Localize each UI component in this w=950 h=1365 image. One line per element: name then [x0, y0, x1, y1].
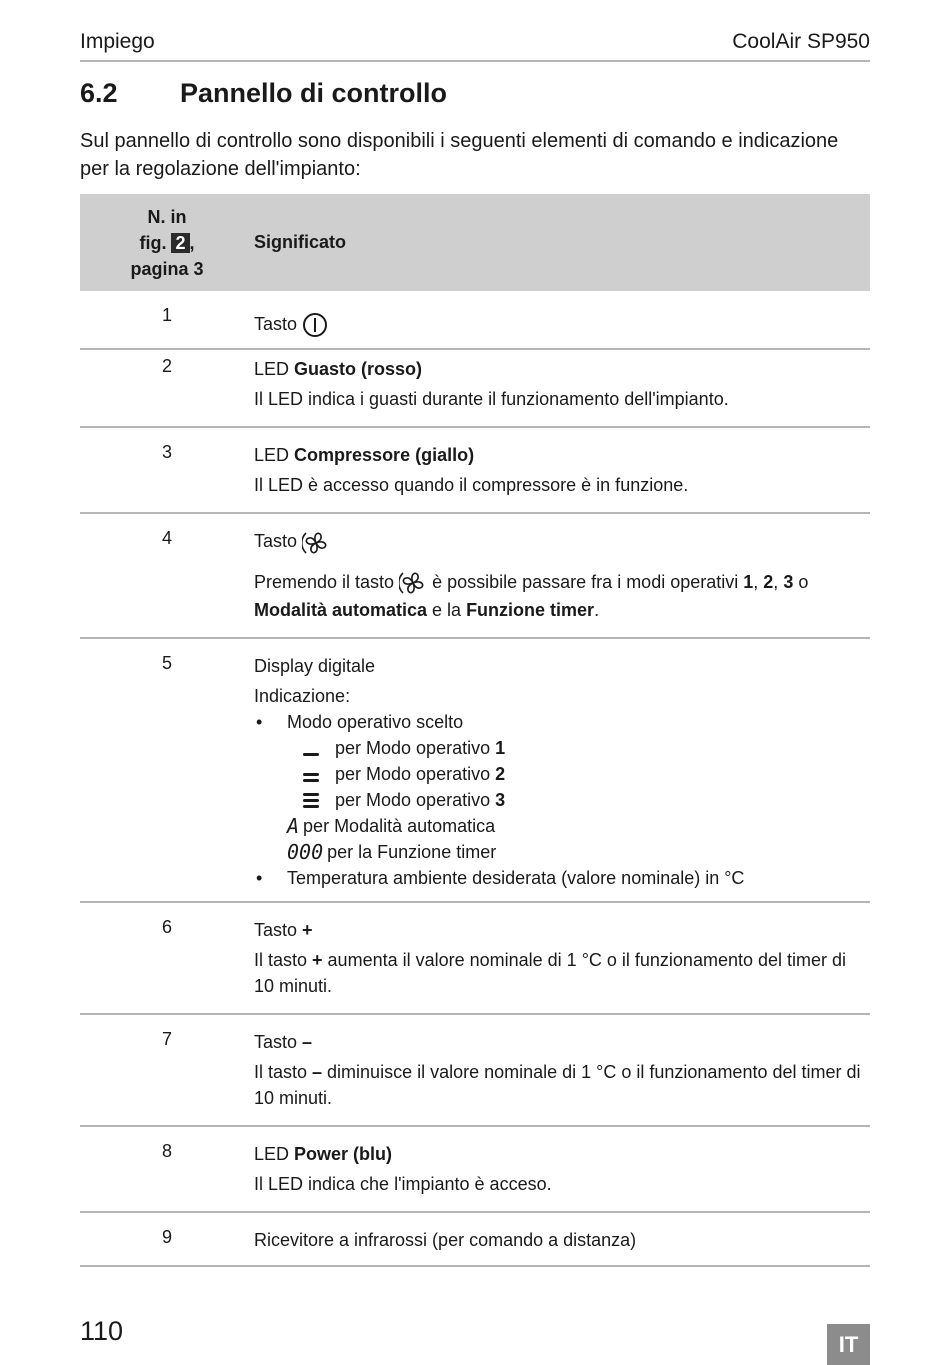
row-title [254, 1141, 870, 1167]
header-chapter: Impiego [80, 30, 155, 53]
col1-comma: , [189, 232, 195, 253]
minus-symbol: – [302, 1031, 313, 1052]
mode-label: per Modo operativo [335, 789, 491, 810]
row-title [254, 1029, 870, 1055]
row-text: Tasto [254, 919, 303, 940]
list-item [287, 839, 870, 865]
control-panel-table [80, 194, 870, 1267]
col-header-number [80, 194, 254, 291]
fan-icon [302, 529, 330, 557]
row-desc [254, 947, 870, 999]
sep: e la [427, 599, 467, 620]
sep: . [594, 599, 600, 620]
row-title-pre: LED [254, 359, 295, 380]
row-desc [254, 1059, 870, 1111]
list-item-text: Modo operativo scelto [287, 711, 464, 732]
col1-fig: fig. [139, 232, 167, 253]
minus-symbol: – [312, 1061, 323, 1082]
row-text: Tasto [254, 1031, 303, 1052]
power-icon [302, 312, 328, 338]
mode-3: 3 [495, 789, 506, 810]
table-row [80, 427, 870, 513]
row-desc-part: è possibile passare fra i modi operativi [427, 571, 744, 592]
fan-speed-bars-icon [301, 736, 321, 760]
col-header-meaning: Significato [254, 194, 870, 291]
row-title [254, 442, 870, 468]
auto-label: per Modalità automatica [303, 815, 496, 836]
row-number: 8 [80, 1126, 254, 1212]
plus-symbol: + [312, 949, 323, 970]
plus-symbol: + [302, 919, 313, 940]
row-description: Ricevitore a infrarossi (per comando a distanza) [254, 1212, 870, 1266]
row-description [254, 291, 870, 349]
row-number: 4 [80, 513, 254, 638]
table-header-row [80, 194, 870, 291]
row-title-pre: LED [254, 445, 295, 466]
row-desc: Il LED indica che l'impianto è acceso. [254, 1173, 552, 1194]
row-title-pre: LED [254, 1143, 295, 1164]
list-item [287, 787, 870, 813]
table-row [80, 513, 870, 638]
section-number: 6.2 [80, 78, 118, 108]
table-row [80, 1014, 870, 1126]
mode-label: per Modo operativo [335, 763, 491, 784]
section-heading [80, 78, 447, 109]
indication-list [254, 865, 870, 891]
row-description [254, 902, 870, 1014]
sep: , [773, 571, 784, 592]
fan-icon [399, 569, 427, 597]
row-desc-part: Il tasto [254, 1061, 313, 1082]
figure-ref-badge: 2 [171, 233, 189, 253]
table-row [80, 1212, 870, 1266]
timer-label: per la Funzione timer [327, 841, 497, 862]
row-text: Tasto [254, 531, 298, 552]
row-title [254, 356, 870, 382]
indication-list [254, 709, 870, 735]
row-number: 6 [80, 902, 254, 1014]
row-desc-part: Premendo il tasto [254, 571, 395, 592]
row-number: 7 [80, 1014, 254, 1126]
mode-1: 1 [495, 737, 506, 758]
page-header [80, 28, 870, 62]
row-title-bold: Guasto (rosso) [294, 359, 423, 380]
sep: o [793, 571, 809, 592]
row-title-bold: Power (blu) [294, 1143, 393, 1164]
row-description [254, 1014, 870, 1126]
row-desc-part: aumenta il valore nominale di 1 °C o il funzionamento del timer di 10 minuti. [254, 949, 847, 996]
header-product: CoolAir SP950 [732, 30, 870, 53]
row-desc-part: diminuisce il valore nominale di 1 °C o il funzionamento del timer di 10 minuti. [254, 1061, 861, 1108]
timer-function: Funzione timer [466, 599, 595, 620]
mode-1: 1 [743, 571, 754, 592]
list-item-text: Temperatura ambiente desiderata (valore nominale) in °C [287, 867, 745, 888]
segment-display-a: A [287, 813, 300, 838]
row-desc: Il LED indica i guasti durante il funzionamento dell'impianto. [254, 389, 729, 410]
mode-3: 3 [783, 571, 794, 592]
row-desc-part: Il tasto [254, 949, 313, 970]
row-description [254, 513, 870, 638]
col1-line3: pagina 3 [130, 258, 204, 279]
row-text: Tasto [254, 314, 298, 334]
segment-display-timer: 000 [287, 839, 324, 864]
list-item [254, 865, 870, 891]
language-badge: IT [827, 1324, 870, 1365]
table-row [80, 1126, 870, 1212]
mode-2: 2 [495, 763, 506, 784]
section-title: Pannello di controllo [180, 78, 448, 108]
row-desc [254, 569, 870, 623]
row-number: 2 [80, 349, 254, 427]
fan-speed-bars-icon [301, 788, 321, 812]
row-number: 9 [80, 1212, 254, 1266]
table-row [80, 349, 870, 427]
row-title [254, 528, 870, 556]
row-number: 1 [80, 291, 254, 349]
row-number: 3 [80, 427, 254, 513]
mode-label: per Modo operativo [335, 737, 491, 758]
intro-text: Sul pannello di controllo sono disponibili i seguenti elementi di comando e indicazione per la regolazione dell'impianto: [80, 130, 839, 180]
row-indication: Indicazione: [254, 685, 351, 706]
sep: , [753, 571, 764, 592]
row-desc: Il LED è accesso quando il compressore è in funzione. [254, 475, 689, 496]
row-title: Display digitale [254, 655, 376, 676]
row-description [254, 427, 870, 513]
row-description [254, 349, 870, 427]
row-title-bold: Compressore (giallo) [294, 445, 475, 466]
col1-line1: N. in [147, 206, 187, 227]
row-description [254, 1126, 870, 1212]
mode-sublist [254, 735, 870, 865]
list-item [287, 813, 870, 839]
page-number: 110 [80, 1316, 124, 1346]
auto-mode: Modalità automatica [254, 599, 428, 620]
table-row [80, 638, 870, 902]
row-title [254, 917, 870, 943]
row-description [254, 638, 870, 902]
fan-speed-bars-icon [301, 762, 321, 786]
row-number: 5 [80, 638, 254, 902]
list-item [254, 709, 870, 735]
table-row [80, 291, 870, 349]
mode-2: 2 [763, 571, 774, 592]
table-row [80, 902, 870, 1014]
list-item [287, 761, 870, 787]
list-item [287, 735, 870, 761]
